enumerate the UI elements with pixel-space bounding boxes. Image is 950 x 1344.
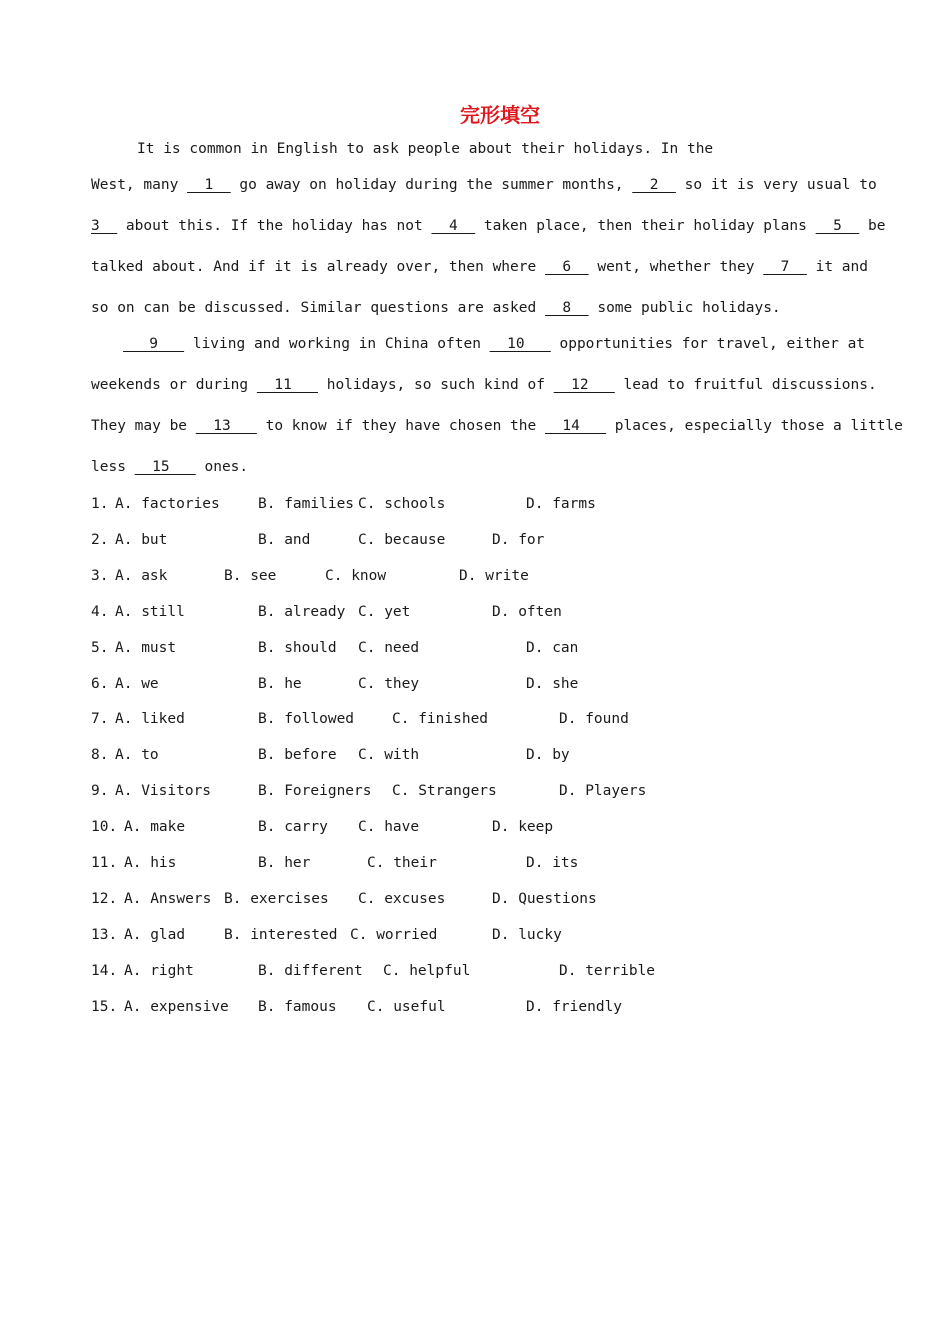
option-b: B. families	[258, 496, 355, 512]
option-d: D. keep	[492, 819, 554, 836]
option-a: A. to	[115, 747, 159, 764]
option-c: C. yet	[358, 603, 411, 620]
passage-line-6	[123, 334, 866, 354]
passage-text: They may be	[91, 418, 196, 434]
passage-line-9	[91, 457, 859, 477]
page-title: 完形填空	[460, 103, 540, 127]
option-b: B. her	[258, 855, 311, 871]
option-b: B. interested	[224, 926, 338, 943]
passage-text: it and	[806, 259, 868, 275]
option-b: B. should	[258, 639, 337, 656]
option-b: B. famous	[258, 998, 337, 1015]
blank-6: 6	[544, 259, 589, 275]
passage-text: went, whether they	[588, 259, 764, 275]
option-c: C. their	[367, 855, 437, 871]
question-number: 2.	[91, 531, 109, 548]
option-b: B. before	[258, 747, 337, 764]
passage-text: weekends or during	[91, 377, 257, 393]
passage-line-2	[91, 175, 877, 195]
passage-line-7	[91, 375, 877, 395]
passage-text: so on can be discussed. Similar questions are asked	[91, 300, 545, 316]
option-d: D. Questions	[492, 890, 597, 907]
question-number: 6.	[91, 675, 109, 692]
passage-text: living and working in China often	[184, 336, 490, 352]
option-b: B. carry	[258, 819, 328, 836]
option-d: D. Players	[559, 783, 647, 800]
option-a: A. ask	[115, 567, 168, 584]
passage-line-5	[91, 298, 859, 318]
option-a: A. glad	[124, 926, 186, 943]
option-c: C. schools	[358, 496, 446, 512]
option-d: D. can	[526, 639, 579, 656]
blank-10: 10	[489, 336, 551, 352]
option-d: D. farms	[526, 496, 596, 512]
option-d: D. she	[526, 675, 579, 692]
option-b: B. followed	[258, 711, 355, 728]
option-b: B. already	[258, 603, 346, 620]
option-a: A. Answers	[124, 890, 212, 907]
option-c: C. worried	[350, 926, 438, 943]
passage-text: be	[859, 218, 886, 234]
blank-12: 12	[553, 377, 615, 393]
option-c: C. helpful	[383, 962, 471, 979]
question-number: 12.	[91, 890, 118, 907]
blank-14: 14	[544, 418, 607, 434]
question-number: 9.	[91, 783, 109, 800]
option-d: D. terrible	[559, 962, 656, 979]
option-d: D. write	[459, 567, 529, 584]
passage-text: so it is very usual to	[675, 177, 877, 193]
passage-text: West, many	[91, 177, 188, 193]
passage-text: opportunities for travel, either at	[550, 336, 866, 352]
option-b: B. different	[258, 962, 363, 979]
option-d: D. lucky	[492, 926, 562, 943]
question-number: 7.	[91, 711, 109, 728]
passage-text: taken place, then their holiday plans	[475, 218, 816, 234]
option-a: A. his	[124, 855, 177, 871]
option-a: A. make	[124, 819, 186, 836]
option-a: A. must	[115, 639, 177, 656]
question-number: 4.	[91, 603, 109, 620]
passage-text: talked about. And if it is already over, then where	[91, 259, 545, 275]
option-a: A. we	[115, 675, 159, 692]
passage-line-4	[91, 257, 868, 277]
option-c: C. excuses	[358, 890, 446, 907]
option-d: D. by	[526, 747, 570, 764]
passage-text: less	[91, 459, 135, 475]
option-d: D. found	[559, 711, 629, 728]
option-a: A. but	[115, 531, 168, 548]
option-b: B. see	[224, 567, 277, 584]
blank-7: 7	[763, 259, 807, 275]
option-d: D. its	[526, 855, 579, 871]
blank-8: 8	[544, 300, 589, 316]
blank-3: 3	[91, 218, 118, 234]
option-c: C. have	[358, 819, 420, 836]
blank-15: 15	[134, 459, 196, 475]
blank-4: 4	[431, 218, 476, 234]
option-a: A. liked	[115, 711, 185, 728]
question-number: 8.	[91, 747, 109, 764]
passage-text: places, especially those a little	[606, 418, 903, 434]
option-d: D. often	[492, 603, 562, 620]
blank-9: 9	[123, 336, 185, 352]
question-number: 13.	[91, 926, 118, 943]
blank-13: 13	[195, 418, 257, 434]
blank-11: 11	[256, 377, 318, 393]
option-b: B. Foreigners	[258, 783, 372, 800]
question-number: 1.	[91, 496, 109, 512]
question-number: 3.	[91, 567, 109, 584]
option-c: C. finished	[392, 711, 489, 728]
option-c: C. Strangers	[392, 783, 497, 800]
question-number: 14.	[91, 962, 118, 979]
blank-1: 1	[187, 177, 231, 193]
passage-text: lead to fruitful discussions.	[614, 377, 877, 393]
passage-text: go away on holiday during the summer months,	[230, 177, 633, 193]
option-d: D. for	[492, 531, 545, 548]
passage-text: some public holidays.	[588, 300, 781, 316]
option-d: D. friendly	[526, 998, 623, 1015]
option-a: A. Visitors	[115, 783, 212, 800]
option-c: C. they	[358, 675, 420, 692]
passage-text: holidays, so such kind of	[317, 377, 554, 393]
passage-text: ones.	[195, 459, 249, 475]
option-a: A. expensive	[124, 998, 229, 1015]
passage-text: about this. If the holiday has not	[117, 218, 432, 234]
passage-line-1	[137, 139, 714, 159]
passage-line-3	[91, 216, 886, 236]
option-c: C. useful	[367, 998, 446, 1015]
option-a: A. right	[124, 962, 194, 979]
passage-text: It is common in English to ask people about their holidays. In the	[137, 141, 714, 157]
passage-line-8	[91, 416, 903, 436]
option-b: B. he	[258, 675, 302, 692]
passage-text: to know if they have chosen the	[256, 418, 545, 434]
option-c: C. need	[358, 639, 420, 656]
option-b: B. and	[258, 531, 311, 548]
question-number: 11.	[91, 855, 118, 871]
blank-2: 2	[632, 177, 676, 193]
question-number: 5.	[91, 639, 109, 656]
option-c: C. because	[358, 531, 446, 548]
option-a: A. still	[115, 603, 185, 620]
option-c: C. know	[325, 567, 387, 584]
blank-5: 5	[815, 218, 860, 234]
question-number: 15.	[91, 998, 118, 1015]
option-b: B. exercises	[224, 890, 329, 907]
option-a: A. factories	[115, 496, 220, 512]
option-c: C. with	[358, 747, 420, 764]
question-number: 10.	[91, 819, 118, 836]
